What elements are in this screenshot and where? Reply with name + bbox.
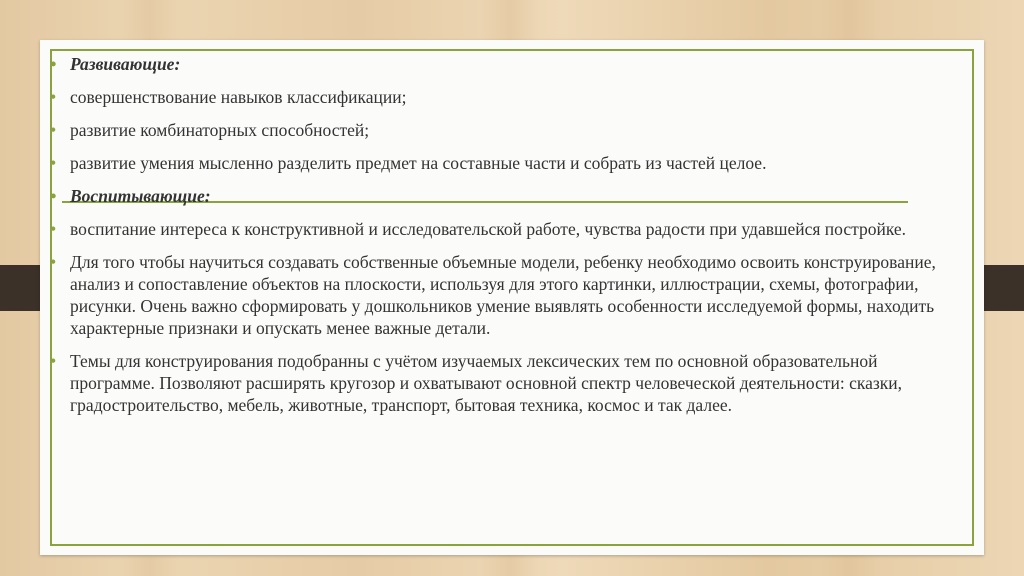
paragraph-topics: • Темы для конструирования подобранны с учётом изучаемых лексических тем по основной образовательной программе. Позволяют расширять кругозор и охватывают основной спектр человеческой деятельности: сказки, градостроительство, мебель, животные, транспорт, бытовая техника, космос и так далее. — [70, 350, 960, 416]
bullet-mental-division: • развитие умения мысленно разделить предмет на составные части и собрать из частей целое. — [70, 152, 960, 174]
heading-developing: • Развивающие: — [70, 53, 960, 75]
heading-educational: • Воспитывающие: — [70, 185, 960, 207]
slide-panel — [40, 40, 984, 555]
slide-content — [70, 53, 960, 427]
bullet-combinatorial: • развитие комбинаторных способностей; — [70, 119, 960, 141]
bullet-classification: • совершенствование навыков классификации; — [70, 86, 960, 108]
bullet-interest: • воспитание интереса к конструктивной и исследовательской работе, чувства радости при удавшейся постройке. — [70, 218, 960, 240]
paragraph-models: • Для того чтобы научиться создавать собственные объемные модели, ребенку необходимо освоить конструирование, анализ и сопоставление объектов на плоскости, используя для этого картинки, иллюстрации, схемы, фотографии, рисунки. Очень важно сформировать у дошкольников умение выявлять особенности исследуемой формы, находить характерные признаки и опускать менее важные детали. — [70, 251, 960, 339]
